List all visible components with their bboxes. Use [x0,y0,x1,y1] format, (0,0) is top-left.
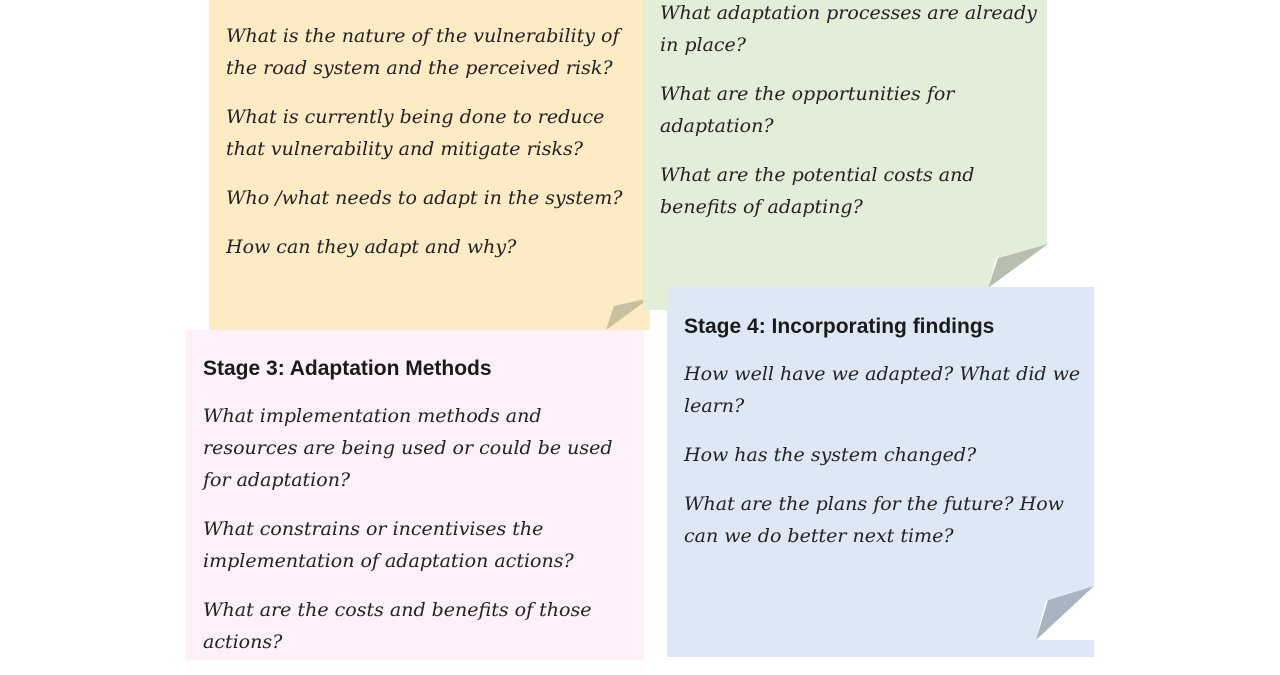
stage3-question: What implementation methods and resources are being used or could be used for adaptation? [203,405,613,491]
stage3-question: What are the costs and benefits of those actions? [203,599,592,653]
stage4-page-curl [1034,584,1096,640]
stage1-question: Who /what needs to adapt in the system? [226,187,623,209]
stage4-question: How well have we adapted? What did we learn? [684,363,1081,417]
stage3-note [186,330,644,660]
stage2-question: What are the opportunities for adaptation? [660,83,955,137]
stage2-question: What are the potential costs and benefits of adapting? [660,164,975,218]
stage1-question: What is currently being done to reduce that vulnerability and mitigate risks? [226,106,605,160]
stage1-question-list [226,20,646,280]
stage2-page-curl [986,242,1050,290]
stage4-question-list [684,358,1084,569]
stage4-question: What are the plans for the future? How can we do better next time? [684,493,1064,547]
stage2-question: What adaptation processes are already in place? [660,2,1037,56]
stage1-note [209,0,649,330]
stage4-note [667,287,1094,657]
stage1-question: What is the nature of the vulnerability of the road system and the perceived risk? [226,25,620,79]
stage2-question-list [660,0,1040,240]
stage4-question: How has the system changed? [684,444,977,466]
stage3-title: Stage 3: Adaptation Methods [203,357,492,380]
stage4-title: Stage 4: Incorporating findings [684,315,995,338]
stage3-question: What constrains or incentivises the implementation of adaptation actions? [203,518,574,572]
stage1-question: How can they adapt and why? [226,236,517,258]
stage3-question-list [203,400,633,675]
